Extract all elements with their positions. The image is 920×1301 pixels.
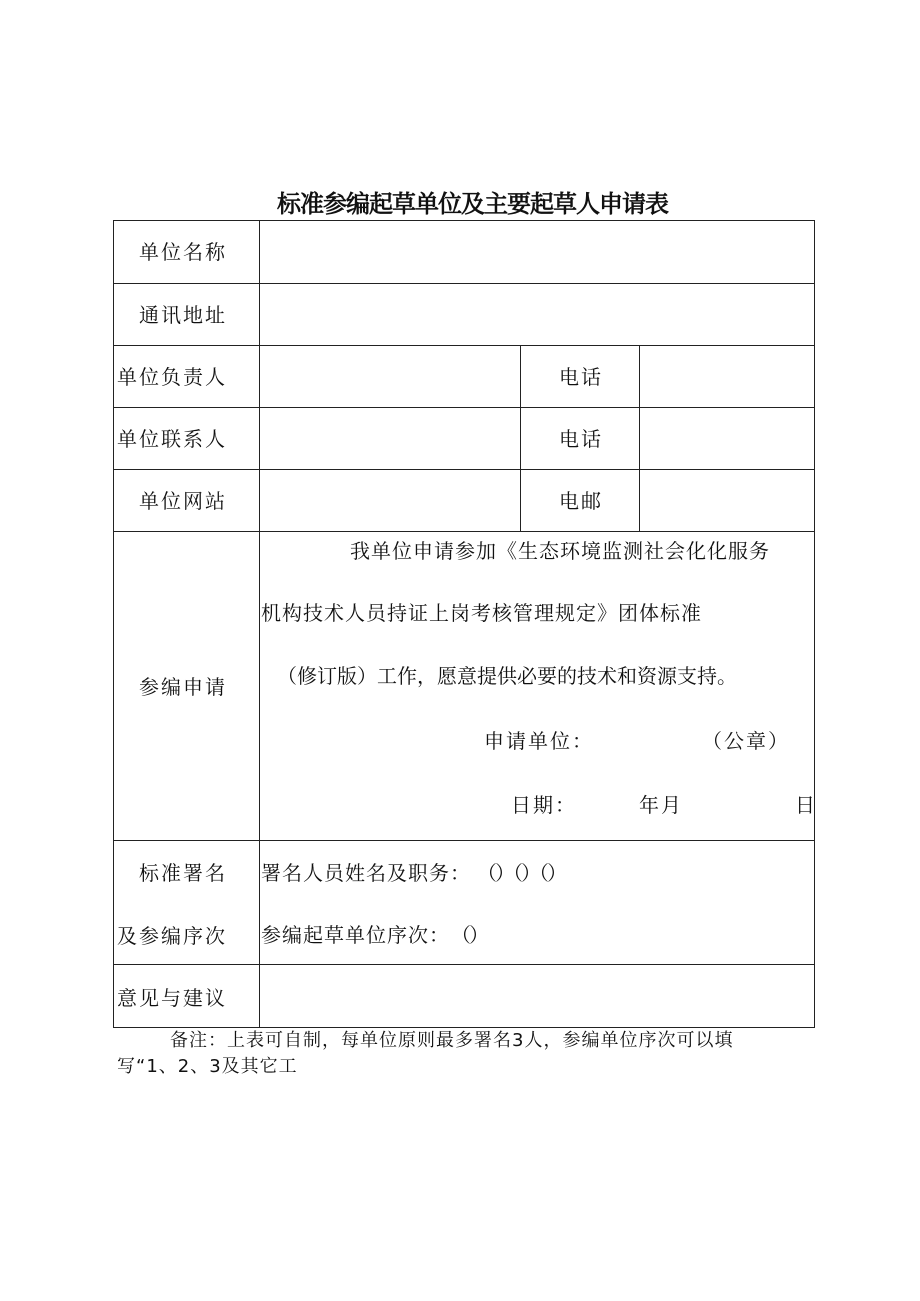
unit-contact-phone-field[interactable]	[640, 408, 814, 469]
unit-order-label: 参编起草单位序次：	[261, 923, 450, 947]
application-text-line2: 机构技术人员持证上岗考核管理规定》团体标准	[261, 601, 702, 625]
unit-contact-phone-label: 电话	[559, 427, 603, 451]
application-text-line1: 我单位申请参加《生态环境监测社会化化服务	[350, 539, 770, 563]
signature-label-line2: 及参编序次	[117, 924, 227, 948]
signers-names-slots[interactable]: （）（）（）	[477, 861, 565, 885]
application-text-line3: （修订版）工作，愿意提供必要的技术和资源支持。	[277, 664, 737, 688]
applicant-unit-label: 申请单位：	[484, 729, 594, 753]
unit-order-slot[interactable]: （）	[451, 923, 487, 947]
opinion-label: 意见与建议	[117, 986, 227, 1010]
address-field[interactable]	[260, 284, 814, 345]
row-divider	[114, 840, 814, 841]
application-label: 参编申请	[139, 675, 227, 699]
application-form-table	[113, 220, 815, 1028]
signature-label-line1: 标准署名	[139, 861, 227, 885]
unit-name-label: 单位名称	[139, 240, 227, 264]
unit-head-phone-field[interactable]	[640, 346, 814, 407]
address-label: 通讯地址	[139, 303, 227, 327]
unit-head-phone-label: 电话	[559, 365, 603, 389]
date-year-month: 年月	[639, 793, 683, 817]
row-divider	[114, 531, 814, 532]
date-day: 日	[795, 793, 817, 817]
unit-head-label: 单位负责人	[117, 365, 227, 389]
unit-website-field[interactable]	[260, 470, 520, 531]
date-label: 日期：	[511, 793, 577, 817]
unit-name-field[interactable]	[260, 221, 814, 283]
seal-label: （公章）	[702, 729, 790, 753]
signers-names-label: 署名人员姓名及职务：	[261, 861, 471, 885]
unit-email-field[interactable]	[640, 470, 814, 531]
column-divider	[520, 345, 521, 531]
note-line2: 写“1、2、3及其它工	[117, 1056, 298, 1077]
form-title: 标准参编起草单位及主要起草人申请表	[277, 190, 668, 218]
opinion-field[interactable]	[260, 965, 814, 1027]
unit-email-label: 电邮	[559, 489, 603, 513]
unit-contact-field[interactable]	[260, 408, 520, 469]
unit-head-field[interactable]	[260, 346, 520, 407]
unit-website-label: 单位网站	[139, 489, 227, 513]
note-line1: 备注：上表可自制，每单位原则最多署名3人，参编单位序次可以填	[170, 1030, 734, 1051]
unit-contact-label: 单位联系人	[117, 427, 227, 451]
